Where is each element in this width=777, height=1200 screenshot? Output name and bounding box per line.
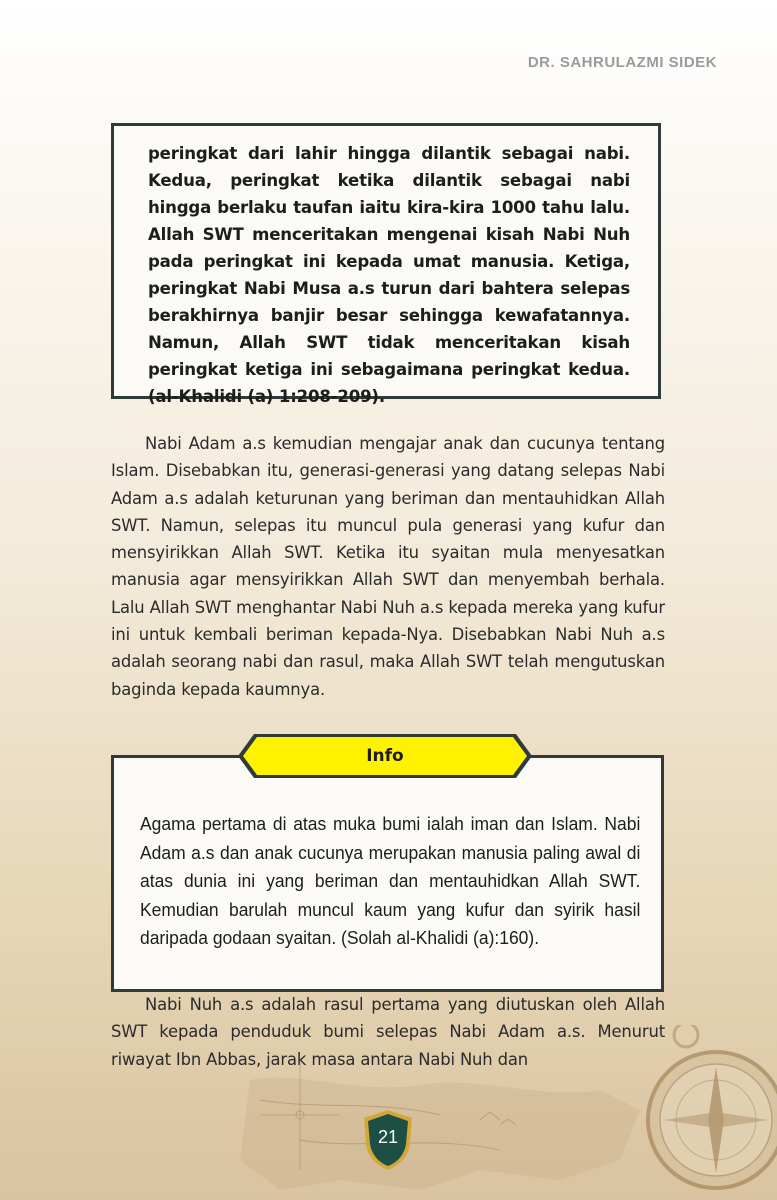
body-paragraph-1 [111, 430, 665, 703]
info-tab-label: Info [366, 746, 404, 766]
body-paragraph-2-text: Nabi Nuh a.s adalah rasul pertama yang diutuskan oleh Allah SWT kepada penduduk bumi selepas Nabi Adam a.s. Menurut riwayat Ibn Abbas, jarak masa antara Nabi Nuh dan [111, 995, 665, 1069]
page-number: 21 [377, 1126, 399, 1147]
continued-note-text: peringkat dari lahir hingga dilantik sebagai nabi. Kedua, peringkat ketika dilantik sebagai nabi hingga berlaku taufan iaitu kira-kira 1000 tahu lalu. Allah SWT menceritakan mengenai kisah Nabi Nuh pada peringkat ini kepada umat manusia. Ketiga, peringkat Nabi Musa a.s turun dari bahtera selepas berakhirnya banjir besar sehingga kewafatannya. Namun, Allah SWT tidak menceritakan kisah peringkat ketiga ini sebagaimana peringkat kedua. (al-Khalidi (a) 1:208-209). [148, 144, 630, 406]
compass-icon [636, 1025, 777, 1200]
info-text: Agama pertama di atas muka bumi ialah iman dan Islam. Nabi Adam a.s dan anak cucunya merupakan manusia paling awal di atas dunia ini yang beriman dan mentauhidkan Allah SWT. Kemudian barulah muncul kaum yang kufur dan syirik hasil daripada godaan syaitan. (Solah al-Khalidi (a):160). [140, 813, 641, 948]
continued-note-box [111, 123, 661, 406]
body-paragraph-1-text: Nabi Adam a.s kemudian mengajar anak dan cucunya tentang Islam. Disebabkan itu, generasi-generasi yang datang selepas Nabi Adam a.s adalah keturunan yang beriman dan mentauhidkan Allah SWT. Namun, selepas itu muncul pula generasi yang kufur dan mensyirikkan Allah SWT. Ketika itu syaitan mula menyesatkan manusia agar mensyirikkan Allah SWT dan menyembah berhala. Lalu Allah SWT menghantar Nabi Nuh a.s kepada mereka yang kufur ini untuk kembali beriman kepada-Nya. Disebabkan Nabi Nuh a.s adalah seorang nabi dan rasul, maka Allah SWT telah mengutuskan baginda kepada kaumnya. [111, 434, 665, 699]
running-header-author: DR. SAHRULAZMI SIDEK [527, 54, 717, 71]
info-box [111, 755, 664, 992]
